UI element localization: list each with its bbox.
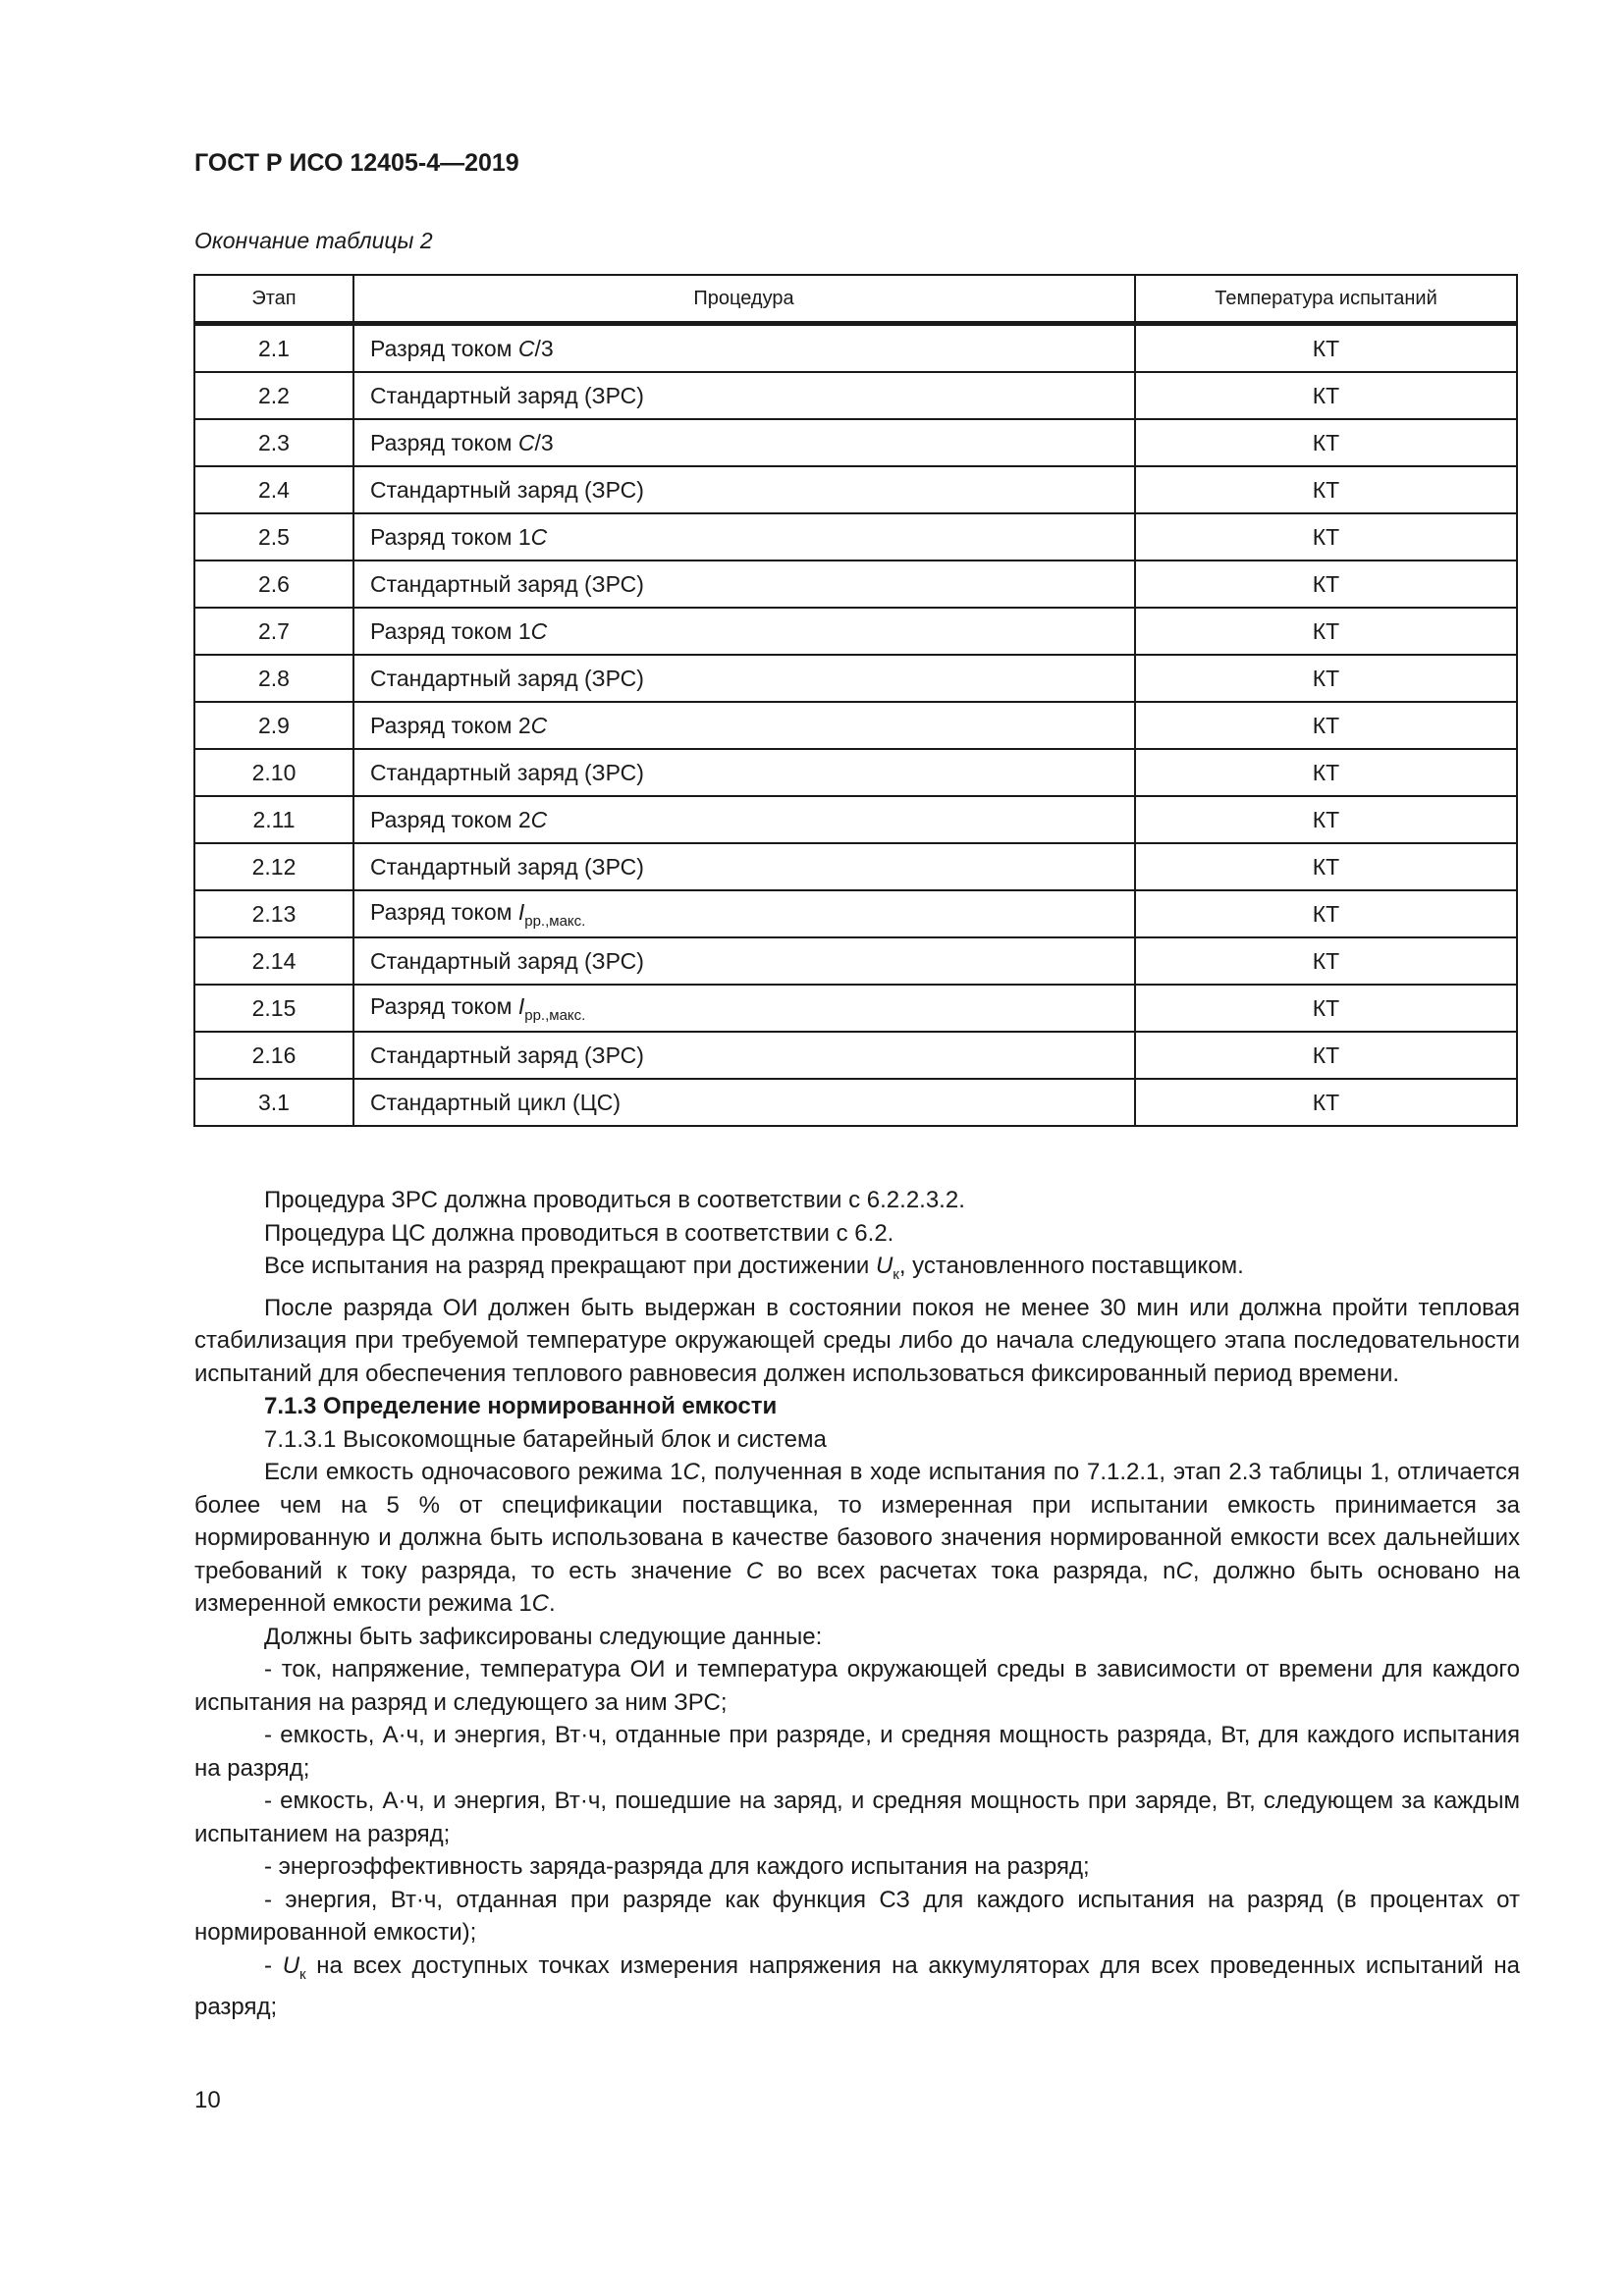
paragraph: - $U_к$ на всех доступных точках измерения напряжения на аккумуляторах для всех проведенных испытаний на разряд; xyxy=(194,1951,1520,2020)
cell-temperature: КТ xyxy=(1135,1079,1517,1126)
cell-step: 2.4 xyxy=(194,466,353,513)
cell-temperature: КТ xyxy=(1135,655,1517,702)
column-header-step: Этап xyxy=(194,275,353,324)
cell-temperature: КТ xyxy=(1135,561,1517,608)
column-header-procedure: Процедура xyxy=(353,275,1135,324)
page-number: 10 xyxy=(194,2087,221,2113)
cell-step: 2.11 xyxy=(194,796,353,843)
table-row xyxy=(194,513,1517,561)
table-row xyxy=(194,749,1517,796)
table-header-row xyxy=(194,275,1517,324)
cell-procedure: Стандартный заряд (ЗРС) xyxy=(353,655,1135,702)
section-heading: 7.1.3 Определение нормированной емкости xyxy=(264,1393,778,1419)
cell-temperature: КТ xyxy=(1135,937,1517,985)
cell-step: 2.10 xyxy=(194,749,353,796)
paragraph: 7.1.3.1 Высокомощные батарейный блок и система xyxy=(264,1425,827,1453)
body-text xyxy=(194,1184,1520,2024)
cell-temperature: КТ xyxy=(1135,466,1517,513)
cell-procedure: Стандартный заряд (ЗРС) xyxy=(353,843,1135,890)
column-header-temperature: Температура испытаний xyxy=(1135,275,1517,324)
cell-temperature: КТ xyxy=(1135,372,1517,419)
cell-temperature: КТ xyxy=(1135,985,1517,1032)
cell-temperature: КТ xyxy=(1135,513,1517,561)
table-row xyxy=(194,843,1517,890)
paragraph: - энергоэффективность заряда-разряда для каждого испытания на разряд; xyxy=(264,1853,1090,1880)
cell-temperature: КТ xyxy=(1135,608,1517,655)
paragraph: Если емкость одночасового режима 1C, полученная в ходе испытания по 7.1.2.1, этап 2.3 таблицы 1, отличается более чем на 5 % от спецификации поставщика, то измеренная при испытании емкость принимается за нормированную и должна быть использована в качестве базового значения нормированной емкости всех дальнейших требований к току разряда, то есть значение C во всех расчетах тока разряда, nC, должно быть основано на измеренной емкости режима 1C. xyxy=(194,1459,1520,1617)
table-row xyxy=(194,985,1517,1032)
cell-step: 2.13 xyxy=(194,890,353,937)
cell-procedure: Стандартный заряд (ЗРС) xyxy=(353,561,1135,608)
cell-temperature: КТ xyxy=(1135,749,1517,796)
table-row xyxy=(194,466,1517,513)
table-row xyxy=(194,796,1517,843)
paragraph: После разряда ОИ должен быть выдержан в состоянии покоя не менее 30 мин или должна пройти тепловая стабилизация при требуемой температуре окружающей среды либо до начала следующего этапа последовательности испытаний для обеспечения теплового равновесия должен использоваться фиксированный период времени. xyxy=(194,1294,1520,1387)
table-row xyxy=(194,608,1517,655)
cell-procedure: Разряд током $I_{рр.,макс.}$ xyxy=(353,985,1135,1032)
cell-step: 2.9 xyxy=(194,702,353,749)
table-row xyxy=(194,702,1517,749)
cell-step: 2.12 xyxy=(194,843,353,890)
cell-temperature: КТ xyxy=(1135,702,1517,749)
cell-procedure: Разряд током 2C xyxy=(353,796,1135,843)
paragraph: - емкость, А·ч, и энергия, Вт·ч, отданные при разряде, и средняя мощность разряда, Вт, для каждого испытания на разряд; xyxy=(194,1722,1520,1782)
cell-procedure: Стандартный заряд (ЗРС) xyxy=(353,372,1135,419)
test-procedure-table xyxy=(193,274,1518,1127)
table-row xyxy=(194,937,1517,985)
table-row xyxy=(194,419,1517,466)
table-row xyxy=(194,372,1517,419)
cell-procedure: Разряд током C/3 xyxy=(353,324,1135,373)
cell-temperature: КТ xyxy=(1135,890,1517,937)
cell-step: 2.3 xyxy=(194,419,353,466)
cell-step: 2.15 xyxy=(194,985,353,1032)
cell-step: 2.2 xyxy=(194,372,353,419)
cell-step: 2.6 xyxy=(194,561,353,608)
paragraph: Все испытания на разряд прекращают при достижении $U_к$, установленного поставщиком. xyxy=(264,1253,1244,1283)
table-row xyxy=(194,655,1517,702)
cell-temperature: КТ xyxy=(1135,796,1517,843)
cell-procedure: Разряд током $I_{рр.,макс.}$ xyxy=(353,890,1135,937)
cell-step: 2.7 xyxy=(194,608,353,655)
table-row xyxy=(194,324,1517,373)
cell-procedure: Разряд током C/3 xyxy=(353,419,1135,466)
cell-temperature: КТ xyxy=(1135,419,1517,466)
cell-temperature: КТ xyxy=(1135,324,1517,373)
cell-procedure: Стандартный заряд (ЗРС) xyxy=(353,1032,1135,1079)
cell-procedure: Стандартный заряд (ЗРС) xyxy=(353,466,1135,513)
document-code: ГОСТ Р ИСО 12405-4—2019 xyxy=(194,149,519,177)
table-row xyxy=(194,1079,1517,1126)
paragraph: Процедура ЗРС должна проводиться в соответствии с 6.2.2.3.2. xyxy=(264,1187,965,1213)
paragraph: Процедура ЦС должна проводиться в соответствии с 6.2. xyxy=(264,1219,894,1247)
cell-procedure: Стандартный заряд (ЗРС) xyxy=(353,749,1135,796)
table-row xyxy=(194,890,1517,937)
cell-step: 2.5 xyxy=(194,513,353,561)
cell-step: 3.1 xyxy=(194,1079,353,1126)
cell-temperature: КТ xyxy=(1135,843,1517,890)
table-row xyxy=(194,1032,1517,1079)
cell-step: 2.8 xyxy=(194,655,353,702)
table-caption: Окончание таблицы 2 xyxy=(194,228,433,253)
cell-step: 2.1 xyxy=(194,324,353,373)
paragraph: Должны быть зафиксированы следующие данные: xyxy=(264,1623,823,1650)
paragraph: - энергия, Вт·ч, отданная при разряде как функция СЗ для каждого испытания на разряд (в процентах от нормированной емкости); xyxy=(194,1886,1520,1946)
paragraph: - ток, напряжение, температура ОИ и температура окружающей среды в зависимости от времени для каждого испытания на разряд и следующего за ним ЗРС; xyxy=(194,1656,1520,1716)
cell-procedure: Разряд током 2C xyxy=(353,702,1135,749)
table-row xyxy=(194,561,1517,608)
cell-procedure: Стандартный заряд (ЗРС) xyxy=(353,937,1135,985)
cell-temperature: КТ xyxy=(1135,1032,1517,1079)
cell-procedure: Разряд током 1C xyxy=(353,608,1135,655)
cell-procedure: Стандартный цикл (ЦС) xyxy=(353,1079,1135,1126)
paragraph: - емкость, А·ч, и энергия, Вт·ч, пошедшие на заряд, и средняя мощность при заряде, Вт, следующем за каждым испытанием на разряд; xyxy=(194,1788,1520,1847)
cell-step: 2.16 xyxy=(194,1032,353,1079)
cell-step: 2.14 xyxy=(194,937,353,985)
cell-procedure: Разряд током 1C xyxy=(353,513,1135,561)
